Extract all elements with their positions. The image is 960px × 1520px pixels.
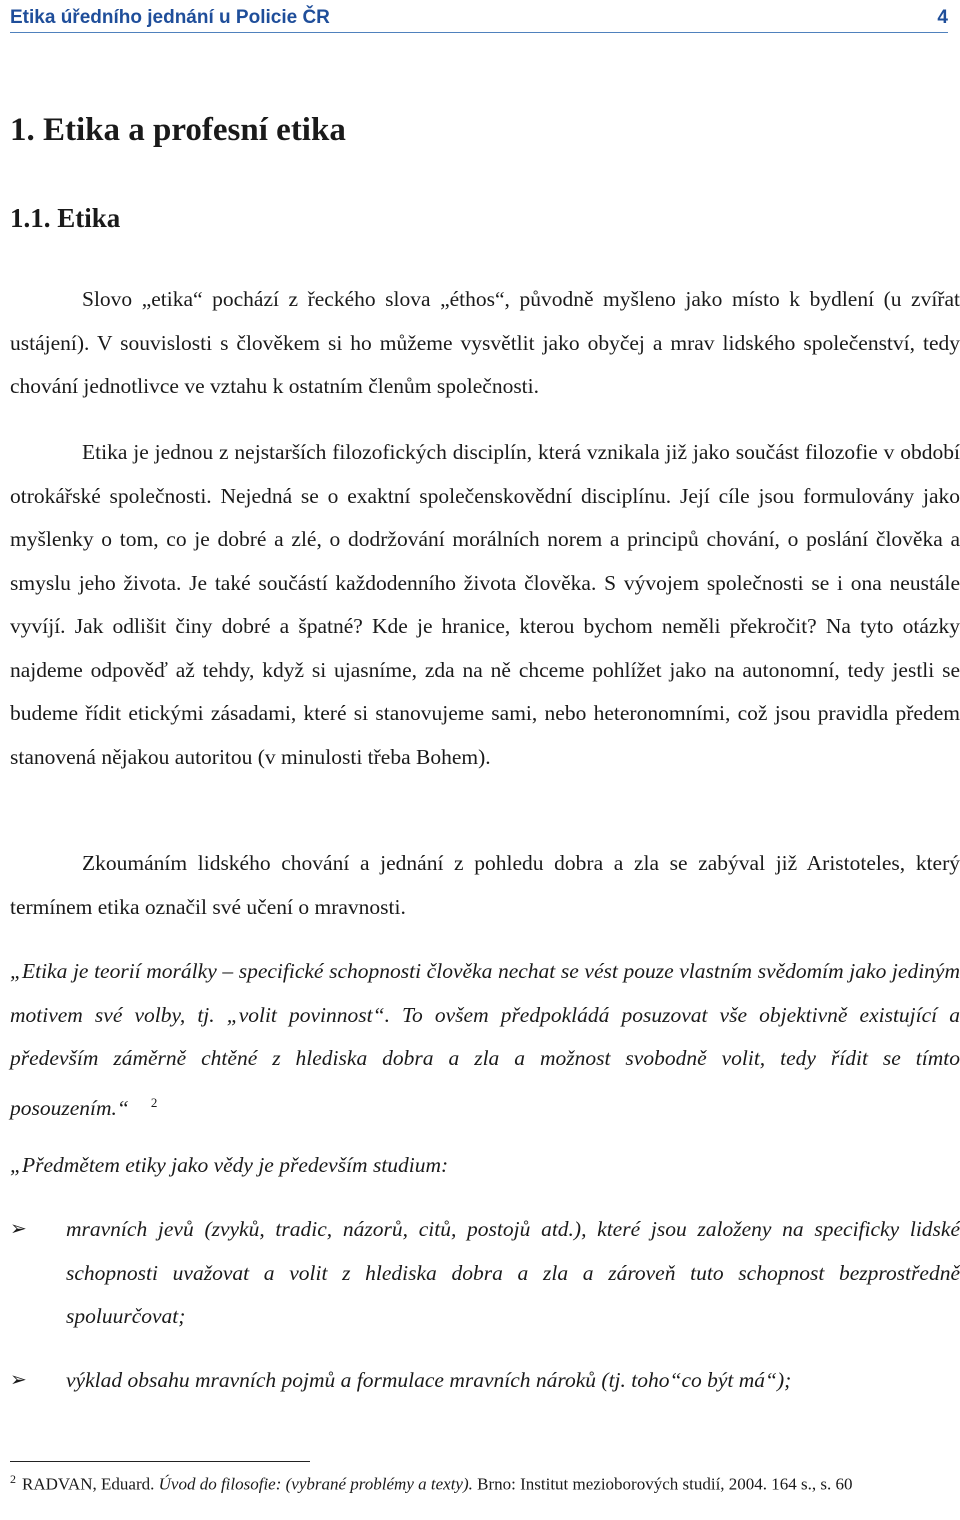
header-title: Etika úředního jednání u Policie ČR bbox=[10, 7, 330, 28]
list-item-text: mravních jevů (zvyků, tradic, názorů, citů, postojů atd.), které jsou založeny na specificky lidské schopnosti uvažovat a volit z hlediska dobra a zla a zároveň tuto schopnost bezprostředně spoluurčovat; bbox=[66, 1217, 960, 1328]
footnote bbox=[10, 1468, 950, 1496]
section-heading bbox=[10, 203, 120, 234]
footnote-divider bbox=[10, 1461, 310, 1462]
list-item bbox=[10, 1208, 960, 1339]
chapter-number: 1. bbox=[10, 112, 35, 148]
footnote-title: Úvod do filosofie: (vybrané problémy a texty). bbox=[158, 1474, 473, 1494]
list-intro: „Předmětem etiky jako vědy je především studium: bbox=[10, 1153, 449, 1177]
paragraph-etymology: Slovo „etika“ pochází z řeckého slova „éthos“, původně myšleno jako místo k bydlení (u zvířat ustájení). V souvislosti s člověkem si ho můžeme vysvětlit jako obyčej a mrav lidského společenství, tedy chování jednotlivce ve vztahu k ostatním členům společnosti. bbox=[10, 287, 960, 398]
footnote-publication: Brno: Institut mezioborových studií, 2004. 164 s., s. 60 bbox=[477, 1474, 853, 1494]
section-number: 1.1. bbox=[10, 203, 51, 233]
definition-quote bbox=[10, 950, 960, 1130]
subject-list bbox=[10, 1208, 960, 1402]
section-title: Etika bbox=[57, 203, 121, 233]
page-number: 4 bbox=[937, 7, 948, 28]
arrow-bullet-icon: ➢ bbox=[10, 1368, 27, 1391]
chapter-title: Etika a profesní etika bbox=[43, 112, 346, 148]
footnote-author: RADVAN, Eduard. bbox=[22, 1474, 155, 1494]
page-header bbox=[10, 4, 948, 33]
chapter-heading bbox=[10, 112, 346, 149]
paragraph-aristotle: Zkoumáním lidského chování a jednání z pohledu dobra a zla se zabýval již Aristoteles, který termínem etika označil své učení o mravnosti. bbox=[10, 851, 960, 919]
footnote-mark: 2 bbox=[10, 1472, 16, 1486]
quote-text: „Etika je teorií morálky – specifické schopnosti člověka nechat se vést pouze vlastním svědomím jako jediným motivem své volby, tj. „volit povinnost“. To ovšem předpokládá posuzovat vše objektivně existující a především záměrně chtěné z hlediska dobra a zla a možnost svobodně volit, tedy řídit se tímto posouzením.“ bbox=[10, 959, 960, 1120]
list-item-text: výklad obsahu mravních pojmů a formulace mravních nároků (tj. toho“co být má“); bbox=[66, 1367, 792, 1392]
list-item bbox=[10, 1359, 960, 1403]
footnote-ref: 2 bbox=[150, 1094, 158, 1110]
arrow-bullet-icon: ➢ bbox=[10, 1218, 27, 1240]
paragraph-discipline: Etika je jednou z nejstarších filozofických disciplín, která vznikala již jako součást filozofie v období otrokářské společnosti. Nejedná se o exaktní společenskovědní disciplínu. Její cíle jsou formulovány jako myšlenky o tom, co je dobré a zlé, o dodržování morálních norem a principů chování, o poslání člověka a smyslu jeho života. Je také součástí každodenního života člověka. S vývojem společnosti se i ona neustále vyvíjí. Jak odlišit činy dobré a špatné? Kde je hranice, kterou bychom neměli překročit? Na tyto otázky najdeme odpověď až tehdy, když si ujasníme, zda na ně chceme pohlížet jako na autonomní, tedy jestli se budeme řídit etickými zásadami, které si stanovujeme sami, nebo heteronomními, což jsou pravidla předem stanovená nějakou autoritou (v minulosti třeba Bohem). bbox=[10, 440, 960, 769]
